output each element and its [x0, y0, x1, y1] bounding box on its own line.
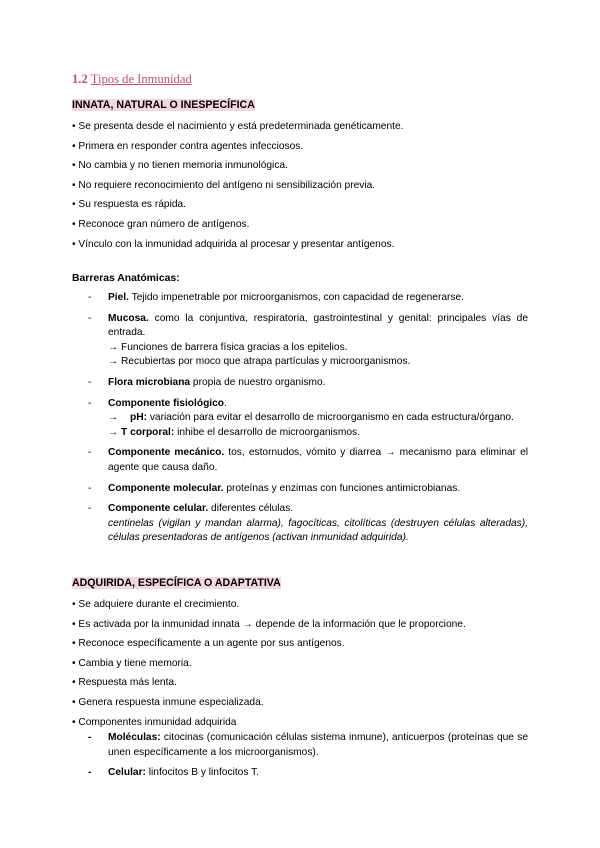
list-item: • No requiere reconocimiento del antígeno ni sensibilización previa. [72, 179, 376, 191]
section-heading [72, 72, 192, 87]
barrier-item-physiological: - Componente fisiológico. → pH: variación para evitar el desarrollo de microorganismo en cada estructura/órgano. → T corporal: inhibe el desarrollo de microorganismos. [88, 397, 528, 441]
acquired-title: ADQUIRIDA, ESPECÍFICA O ADAPTATIVA [72, 577, 281, 589]
list-item: • Cambia y tiene memoria. [72, 657, 192, 669]
component-item-cellular: - Celular: linfocitos B y linfocitos T. [88, 767, 259, 779]
temp-line: → T corporal: inhibe el desarrollo de microorganismos. [108, 426, 360, 438]
barrier-item-molecular: - Componente molecular. proteínas y enzimas con funciones antimicrobianas. [88, 482, 461, 494]
section-title[interactable]: Tipos de Inmunidad [90, 72, 192, 86]
component-item-molecules: - Moléculas: citocinas (comunicación células sistema inmune), anticuerpos (proteínas que se unen específicamente a los microorganismos). [88, 732, 528, 758]
list-item: • No cambia y no tienen memoria inmunológica. [72, 160, 288, 172]
barrier-item-skin: - Piel. Tejido impenetrable por microorganismos, con capacidad de regenerarse. [88, 292, 465, 303]
list-item: • Reconoce específicamente a un agente por sus antígenos. [72, 638, 345, 650]
barrier-item-mechanical: - Componente mecánico. tos, estornudos, vómito y diarrea → mecanismo para eliminar el agente que causa daño. [88, 447, 529, 473]
list-item: • Se adquiere durante el crecimiento. [72, 599, 240, 610]
list-item: • Genera respuesta inmune especializada. [72, 696, 264, 708]
barriers-title: Barreras Anatómicas: [72, 273, 180, 284]
innate-title: INNATA, NATURAL O INESPECÍFICA [72, 99, 255, 111]
list-item: • Se presenta desde el nacimiento y está predeterminada genéticamente. [72, 121, 404, 132]
list-item: • Respuesta más lenta. [72, 677, 177, 689]
acquired-components-list [88, 731, 528, 787]
innate-list [72, 117, 532, 254]
barriers-list [88, 291, 528, 552]
barrier-item-mucosa: - Mucosa. como la conjuntiva, respiratoria, gastrointestinal y genital: principales vías de entrada. → Funciones de barrera física gracias a los epitelios. → Recubiertas por moco que atrapa partículas y microorganismos. [88, 312, 528, 368]
list-item: • Primera en responder contra agentes infecciosos. [72, 140, 304, 152]
list-item: • Vínculo con la inmunidad adquirida al procesar y presentar antígenos. [72, 238, 395, 250]
barrier-item-flora: - Flora microbiana propia de nuestro organismo. [88, 376, 326, 388]
acquired-list [72, 595, 532, 732]
list-item: • Es activada por la inmunidad innata → depende de la información que le proporcione. [72, 618, 466, 630]
list-item: • Componentes inmunidad adquirida [72, 716, 237, 728]
section-number: 1.2 [72, 72, 88, 86]
list-item: • Su respuesta es rápida. [72, 199, 186, 211]
barrier-item-cellular: - Componente celular. diferentes células. centinelas (vigilan y mandan alarma), fagocíticas, citolíticas (destruyen células alteradas), células presentadoras de antígenos (activan inmunidad adquirida). [88, 503, 528, 544]
list-item: • Reconoce gran número de antígenos. [72, 218, 250, 230]
ph-line: → pH: variación para evitar el desarrollo de microorganismo en cada estructura/órgano. [108, 412, 514, 424]
